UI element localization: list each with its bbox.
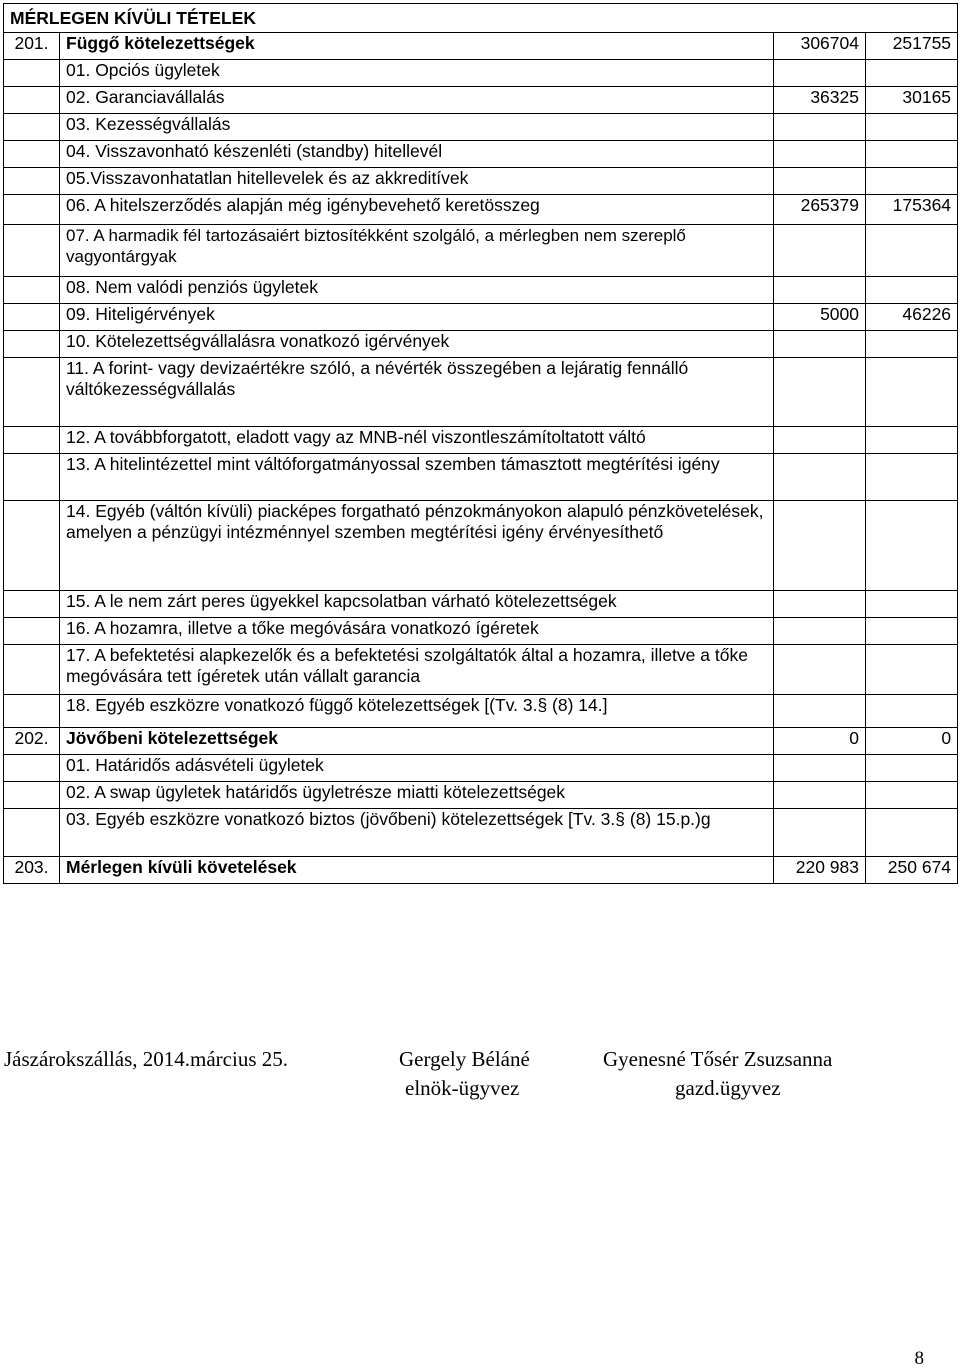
table-row [4, 809, 958, 857]
row-number [4, 755, 60, 782]
value-current: 220 983 [774, 857, 866, 884]
table-row [4, 755, 958, 782]
value-previous [866, 755, 958, 782]
row-label: 13. A hitelintézettel mint váltóforgatmányossal szemben támasztott megtérítési igény [60, 454, 774, 501]
row-number [4, 358, 60, 427]
value-current [774, 427, 866, 454]
value-previous [866, 168, 958, 195]
value-current [774, 114, 866, 141]
value-previous: 0 [866, 728, 958, 755]
value-current [774, 141, 866, 168]
value-current: 0 [774, 728, 866, 755]
row-label: 17. A befektetési alapkezelők és a befektetési szolgáltatók által a hozamra, illetve a tőke megóvására tett ígéretek után vállalt garancia [60, 645, 774, 695]
value-current [774, 225, 866, 277]
value-previous: 175364 [866, 195, 958, 225]
value-previous [866, 141, 958, 168]
value-previous [866, 591, 958, 618]
value-current: 5000 [774, 304, 866, 331]
table-row [4, 591, 958, 618]
table-row [4, 501, 958, 591]
place-date: Jászárokszállás, 2014.március 25. [4, 1047, 289, 1071]
row-number [4, 618, 60, 645]
table-row [4, 114, 958, 141]
value-current [774, 645, 866, 695]
value-previous [866, 331, 958, 358]
value-current [774, 809, 866, 857]
signer2-title: gazd.ügyvez [675, 1076, 781, 1100]
row-label: 05.Visszavonhatatlan hitellevelek és az akkreditívek [60, 168, 774, 195]
row-label: Mérlegen kívüli követelések [60, 857, 774, 884]
value-previous: 30165 [866, 87, 958, 114]
row-label: 14. Egyéb (váltón kívüli) piacképes forgatható pénzokmányokon alapuló pénzkövetelések, amelyen a pénzügyi intézménnyel szemben megtérítési igény érvényesíthető [60, 501, 774, 591]
row-number [4, 195, 60, 225]
row-label: 12. A továbbforgatott, eladott vagy az MNB-nél viszontleszámítoltatott váltó [60, 427, 774, 454]
value-previous [866, 454, 958, 501]
row-number: 201. [4, 33, 60, 60]
row-number [4, 695, 60, 728]
row-number [4, 87, 60, 114]
table-row [4, 33, 958, 60]
value-current [774, 358, 866, 427]
signer1-name: Gergely Béláné [399, 1047, 530, 1071]
table-row [4, 358, 958, 427]
value-previous [866, 809, 958, 857]
signer1-title: elnök-ügyvez [405, 1076, 520, 1100]
value-previous [866, 618, 958, 645]
section-title: MÉRLEGEN KÍVÜLI TÉTELEK [4, 4, 958, 33]
value-current [774, 60, 866, 87]
value-previous [866, 114, 958, 141]
table-row [4, 225, 958, 277]
table-row [4, 695, 958, 728]
row-number [4, 225, 60, 277]
row-label: 03. Kezességvállalás [60, 114, 774, 141]
value-current [774, 168, 866, 195]
row-number [4, 304, 60, 331]
value-previous [866, 358, 958, 427]
table-row [4, 618, 958, 645]
table-row [4, 454, 958, 501]
row-label: 11. A forint- vagy devizaértékre szóló, a névérték összegében a lejáratig fennálló váltókezességvállalás [60, 358, 774, 427]
row-label: 01. Határidős adásvételi ügyletek [60, 755, 774, 782]
table-row [4, 60, 958, 87]
value-current: 36325 [774, 87, 866, 114]
table-row [4, 728, 958, 755]
value-previous [866, 277, 958, 304]
page-number: 8 [914, 1348, 924, 1369]
value-previous: 251755 [866, 33, 958, 60]
value-current [774, 618, 866, 645]
row-label: Jövőbeni kötelezettségek [60, 728, 774, 755]
row-label: 18. Egyéb eszközre vonatkozó függő kötelezettségek [(Tv. 3.§ (8) 14.] [60, 695, 774, 728]
value-previous [866, 427, 958, 454]
table-row [4, 645, 958, 695]
table-row [4, 277, 958, 304]
row-number [4, 331, 60, 358]
row-number [4, 809, 60, 857]
row-label: 09. Hiteligérvények [60, 304, 774, 331]
value-previous [866, 645, 958, 695]
value-previous [866, 501, 958, 591]
row-label: 03. Egyéb eszközre vonatkozó biztos (jövőbeni) kötelezettségek [Tv. 3.§ (8) 15.p.)g [60, 809, 774, 857]
value-current [774, 454, 866, 501]
row-number: 203. [4, 857, 60, 884]
off-balance-sheet-table [3, 3, 958, 884]
row-number [4, 168, 60, 195]
value-current: 265379 [774, 195, 866, 225]
table-row [4, 141, 958, 168]
row-label: 15. A le nem zárt peres ügyekkel kapcsolatban várható kötelezettségek [60, 591, 774, 618]
row-label: 04. Visszavonható készenléti (standby) hitellevél [60, 141, 774, 168]
row-number [4, 141, 60, 168]
table-row [4, 331, 958, 358]
value-current [774, 331, 866, 358]
row-number [4, 782, 60, 809]
row-number [4, 277, 60, 304]
row-label: Függő kötelezettségek [60, 33, 774, 60]
value-current [774, 591, 866, 618]
value-previous: 46226 [866, 304, 958, 331]
row-number [4, 60, 60, 87]
row-number: 202. [4, 728, 60, 755]
value-current [774, 755, 866, 782]
value-current [774, 695, 866, 728]
row-label: 02. A swap ügyletek határidős ügyletrésze miatti kötelezettségek [60, 782, 774, 809]
row-number [4, 591, 60, 618]
value-current [774, 501, 866, 591]
table-row [4, 427, 958, 454]
value-current [774, 277, 866, 304]
row-label: 06. A hitelszerződés alapján még igénybevehető keretösszeg [60, 195, 774, 225]
table-row [4, 857, 958, 884]
value-previous [866, 695, 958, 728]
row-number [4, 114, 60, 141]
row-number [4, 427, 60, 454]
row-label: 02. Garanciavállalás [60, 87, 774, 114]
table-row [4, 782, 958, 809]
value-previous [866, 225, 958, 277]
value-previous [866, 60, 958, 87]
table-row [4, 87, 958, 114]
value-current [774, 782, 866, 809]
row-label: 07. A harmadik fél tartozásaiért biztosítékként szolgáló, a mérlegben nem szereplő vagyontárgyak [60, 225, 774, 277]
row-label: 16. A hozamra, illetve a tőke megóvására vonatkozó ígéretek [60, 618, 774, 645]
row-label: 08. Nem valódi penziós ügyletek [60, 277, 774, 304]
table-row [4, 168, 958, 195]
row-number [4, 645, 60, 695]
table-row [4, 195, 958, 225]
row-label: 10. Kötelezettségvállalásra vonatkozó igérvények [60, 331, 774, 358]
table-row [4, 304, 958, 331]
row-number [4, 454, 60, 501]
row-label: 01. Opciós ügyletek [60, 60, 774, 87]
value-current: 306704 [774, 33, 866, 60]
value-previous [866, 782, 958, 809]
signer2-name: Gyenesné Tősér Zsuzsanna [603, 1047, 833, 1071]
row-number [4, 501, 60, 591]
value-previous: 250 674 [866, 857, 958, 884]
